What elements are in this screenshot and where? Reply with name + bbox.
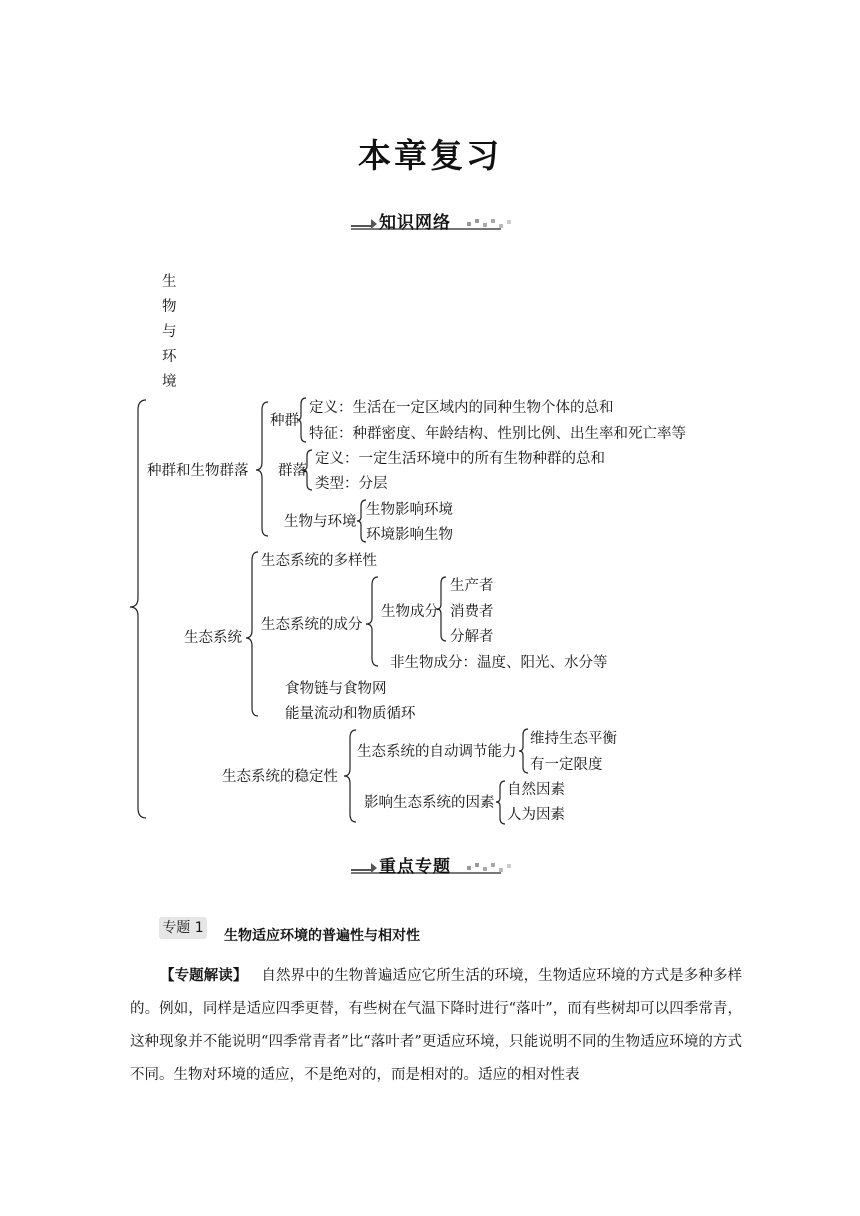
population-feat: 特征：种群密度、年龄结构、性别比例、出生率和死亡率等: [309, 426, 686, 442]
section-banner-key-topics: [349, 851, 514, 875]
biotic-item: 分解者: [450, 629, 494, 645]
population-def: 定义：生活在一定区域内的同种生物个体的总和: [309, 400, 614, 416]
b3-brace: [344, 730, 356, 822]
community-type: 类型：分层: [315, 476, 388, 492]
factors-a: 自然因素: [507, 782, 565, 798]
self-reg-a: 维持生态平衡: [530, 731, 617, 747]
b1-label: 种群和生物群落: [147, 463, 249, 479]
components-label: 生态系统的成分: [261, 617, 363, 633]
bio-env-a: 生物影响环境: [366, 502, 453, 518]
factors-label: 影响生态系统的因素: [364, 795, 495, 811]
factors-b: 人为因素: [507, 807, 565, 823]
b3-label: 生态系统的稳定性: [222, 769, 338, 785]
community-label: 群落: [278, 463, 307, 479]
self-reg-label: 生态系统的自动调节能力: [357, 744, 517, 760]
root-char: 境: [162, 374, 177, 390]
topic-lead: 【专题解读】: [160, 968, 248, 984]
b2-brace: [246, 552, 258, 716]
energy-flow: 能量流动和物质循环: [285, 706, 416, 722]
biotic-label: 生物成分: [381, 604, 439, 620]
diversity: 生态系统的多样性: [261, 553, 377, 569]
topic-body: [130, 960, 742, 1092]
factors-brace: [496, 781, 505, 824]
topic-title: 生物适应环境的普遍性与相对性: [224, 928, 420, 944]
components-brace: [366, 577, 378, 666]
b1-brace: [256, 402, 268, 536]
bio-env-b: 环境影响生物: [366, 527, 453, 543]
community-def: 定义：一定生活环境中的所有生物种群的总和: [315, 451, 605, 467]
biotic-item: 消费者: [450, 604, 494, 620]
page-title: 本章复习: [358, 136, 502, 175]
banner-label: 知识网络: [379, 213, 451, 233]
root-brace: [130, 400, 146, 818]
food-chain: 食物链与食物网: [285, 681, 387, 697]
self-reg-b: 有一定限度: [530, 757, 603, 773]
bio-env-label: 生物与环境: [284, 514, 357, 530]
topic-text: 自然界中的生物普遍适应它所生活的环境，生物适应环境的方式是多种多样的。例如，同样是适应四季更替，有些树在气温下降时进行“落叶”，而有些树却可以四季常青，这种现象并不能说明“四季常青者”比“落叶者”更适应环境，只能说明不同的生物适应环境的方式不同。生物对环境的适应，不是绝对的，而是相对的。适应的相对性表: [130, 968, 743, 1083]
abiotic: 非生物成分：温度、阳光、水分等: [390, 655, 608, 671]
self-reg-brace: [519, 729, 528, 773]
bio-env-brace: [357, 500, 366, 542]
banner-label: 重点专题: [379, 857, 451, 877]
root-char: 与: [162, 324, 177, 340]
b2-label: 生态系统: [184, 630, 242, 646]
population-label: 种群: [270, 413, 299, 429]
biotic-item: 生产者: [450, 578, 494, 594]
root-char: 生: [162, 274, 177, 290]
topic-tag: 专题 1: [159, 917, 207, 939]
root-char: 物: [162, 299, 177, 315]
root-char: 环: [162, 349, 177, 365]
